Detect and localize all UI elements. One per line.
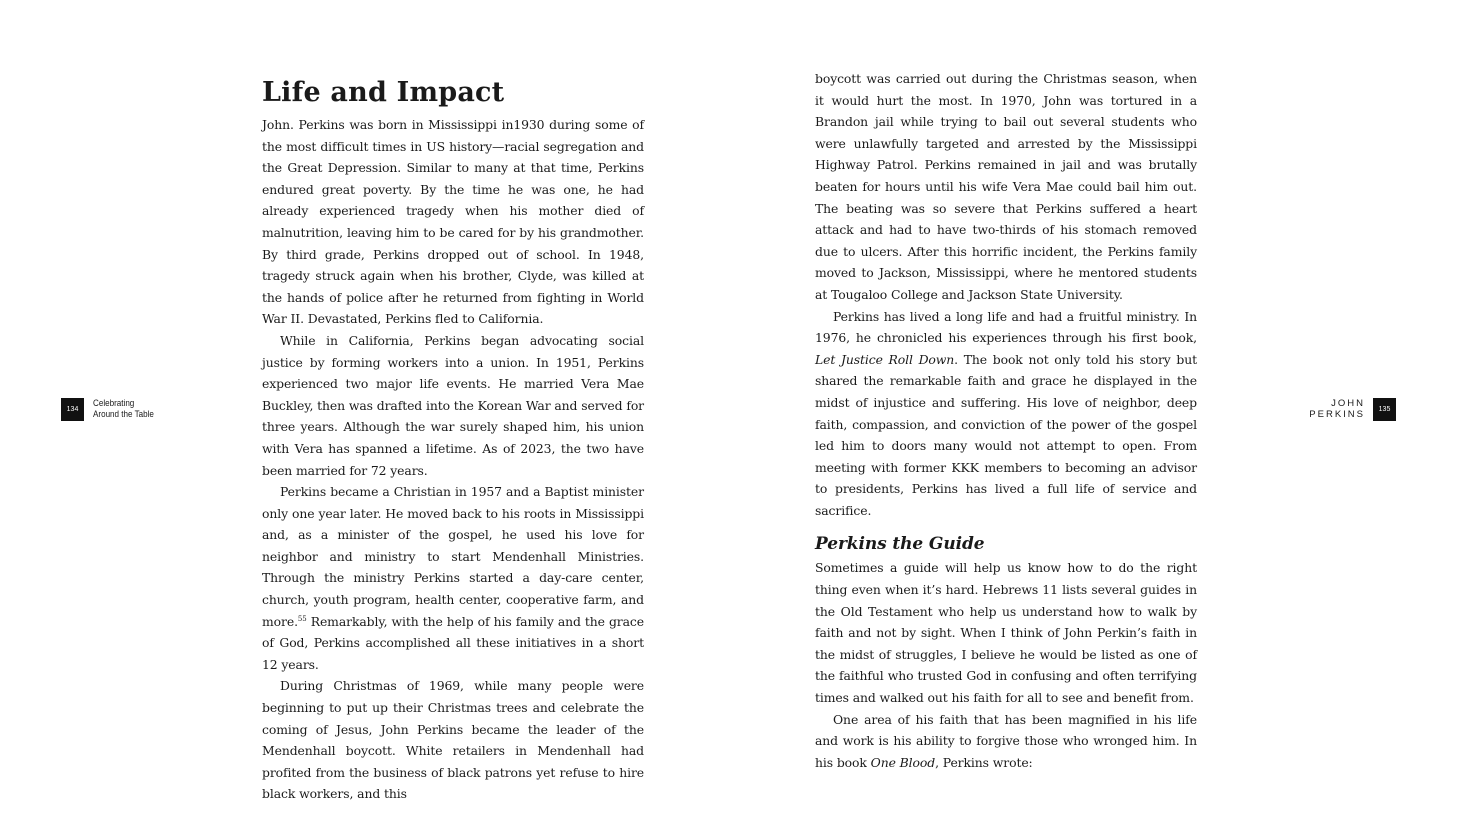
left-page-number: 134 <box>61 398 84 421</box>
left-folio <box>61 398 165 421</box>
right-folio <box>1309 398 1396 421</box>
running-head-line: PERKINS <box>1309 408 1365 420</box>
right-text-column <box>815 68 1197 773</box>
paragraph <box>815 306 1197 522</box>
section-heading: Life and Impact <box>262 77 505 108</box>
right-running-head <box>1309 399 1365 420</box>
paragraph-text: Perkins has lived a long life and had a fruitful ministry. In 1976, he chronicled his experiences through his first book, <box>815 308 1197 346</box>
paragraph-text: , Perkins wrote: <box>935 754 1033 770</box>
paragraph-text: Remarkably, with the help of his family and the grace of God, Perkins accomplished all these initiatives in a short 12 years. <box>262 613 644 672</box>
left-running-head <box>93 399 154 420</box>
left-text-column <box>262 76 644 805</box>
paragraph <box>262 481 644 675</box>
paragraph-text: Perkins became a Christian in 1957 and a Baptist minister only one year later. He moved back to his roots in Mississippi and, as a minister of the gospel, he used his love for neighbor and ministry to start Mendenhall Ministries. Through the ministry Perkins started a day-care center, church, youth program, health center, cooperative farm, and more. <box>262 484 644 629</box>
paragraph: While in California, Perkins began advocating social justice by forming workers into a union. In 1951, Perkins experienced two major life events. He married Vera Mae Buckley, then was drafted into the Korean War and served for three years. Although the war surely shaped him, his union with Vera has spanned a lifetime. As of 2023, the two have been married for 72 years. <box>262 332 644 478</box>
book-title: Let Justice Roll Down <box>815 351 955 367</box>
running-head-line: Celebrating <box>93 398 135 409</box>
right-page-number: 135 <box>1373 398 1396 421</box>
footnote-reference: 55 <box>297 614 307 623</box>
running-head-line: Around the Table <box>93 408 154 420</box>
paragraph-text: . The book not only told his story but shared the remarkable faith and grace he displayed in the midst of injustice and suffering. His love of neighbor, deep faith, compassion, and conviction of the power of the gospel led him to doors many would not attempt to open. From meeting with former KKK members to becoming an advisor to presidents, Perkins has lived a full life of service and sacrifice. <box>815 351 1197 518</box>
paragraph-text: One area of his faith that has been magnified in his life and work is his ability to forgive those who wronged him. In his book <box>815 711 1197 770</box>
book-title: One Blood <box>870 754 936 770</box>
running-head-line: JOHN <box>1331 398 1365 409</box>
subsection-heading: Perkins the Guide <box>815 534 985 555</box>
paragraph: During Christmas of 1969, while many people were beginning to put up their Christmas trees and celebrate the coming of Jesus, John Perkins became the leader of the Mendenhall boycott. White retailers in Mendenhall had profited from the business of black patrons yet refuse to hire black workers, and this <box>262 678 644 802</box>
paragraph: boycott was carried out during the Christmas season, when it would hurt the most. In 1970, John was tortured in a Brandon jail while trying to bail out several students who were unlawfully targeted and arrested by the Mississippi Highway Patrol. Perkins remained in jail and was brutally beaten for hours until his wife Vera Mae could bail him out. The beating was so severe that Perkins suffered a heart attack and had to have two-thirds of his stomach removed due to ulcers. After this horrific incident, the Perkins family moved to Jackson, Mississippi, where he mentored students at Tougaloo College and Jackson State University. <box>815 71 1197 302</box>
paragraph <box>815 709 1197 774</box>
paragraph: Sometimes a guide will help us know how to do the right thing even when it’s hard. Hebrews 11 lists several guides in the Old Testament who help us understand how to walk by faith and not by sight. When I think of John Perkin’s faith in the midst of struggles, I believe he would be listed as one of the faithful who trusted God in confusing and often terrifying times and walked out his faith for all to see and benefit from. <box>815 560 1197 706</box>
paragraph: John. Perkins was born in Mississippi in1930 during some of the most difficult times in US history—racial segregation and the Great Depression. Similar to many at that time, Perkins endured great poverty. By the time he was one, he had already experienced tragedy when his mother died of malnutrition, leaving him to be cared for by his grandmother. By third grade, Perkins dropped out of school. In 1948, tragedy struck again when his brother, Clyde, was killed at the hands of police after he returned from fighting in World War II. Devastated, Perkins fled to California. <box>262 117 644 327</box>
